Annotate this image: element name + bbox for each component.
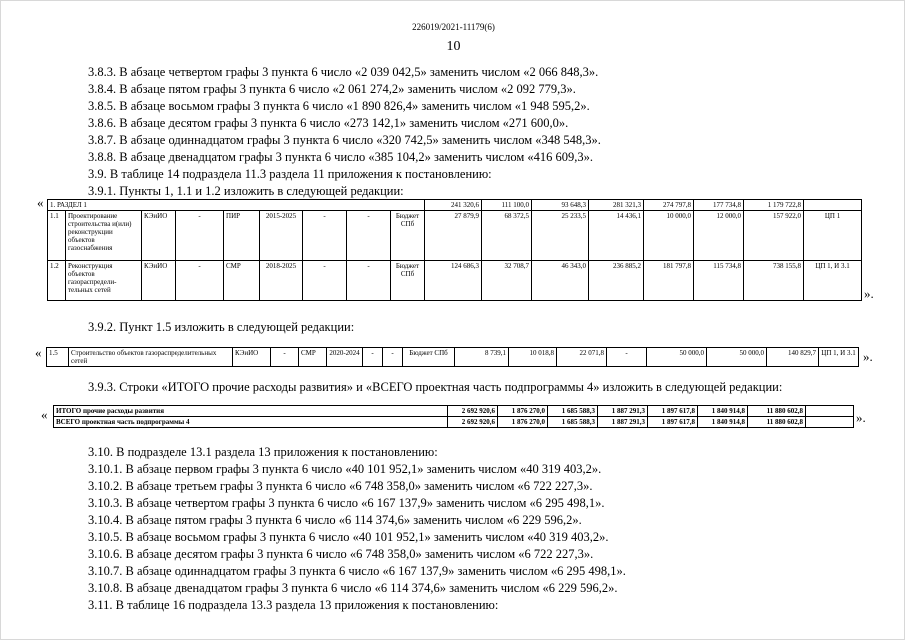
table-cell: 1 876 270,0 [498,406,548,417]
quote-close: ». [863,349,873,364]
table-cell: 140 829,7 [767,348,819,367]
table-cell: Бюджет СПб [391,261,425,301]
table-cell: 115 734,8 [694,261,744,301]
paragraph: 3.8.6. В абзаце десятом графы 3 пункта 6 число «273 142,1» заменить числом «271 600,0». [88,116,569,130]
quote-open: « [41,407,48,422]
paragraph: 3.10.2. В абзаце третьем графы 3 пункта 6 число «6 748 358,0» заменить числом «6 722 227,3». [88,479,593,493]
table-cell: 1 887 291,3 [598,417,648,428]
table-cell: - [363,348,383,367]
table-cell: 157 922,0 [744,211,804,261]
table-cell: 1 685 588,3 [548,406,598,417]
paragraph: 3.8.8. В абзаце двенадцатом графы 3 пункта 6 число «385 104,2» заменить числом «416 609,3». [88,150,593,164]
table-cell: 1 897 617,8 [648,417,698,428]
table-cell: - [607,348,647,367]
table-cell: - [347,261,391,301]
row-label: ВСЕГО проектная часть подпрограммы 4 [54,417,448,428]
table-cell: 27 879,9 [425,211,482,261]
table-cell: 1 179 722,8 [744,200,804,211]
table-cell: ПИР [224,211,260,261]
table-cell: Бюджет СПб [403,348,455,367]
table-cell: 2 692 920,6 [448,406,498,417]
table-cell: 2 692 920,6 [448,417,498,428]
paragraph: 3.8.4. В абзаце пятом графы 3 пункта 6 число «2 061 274,2» заменить числом «2 092 779,3». [88,82,576,96]
row-label: ИТОГО прочие расходы развития [54,406,448,417]
table-cell: 177 734,8 [694,200,744,211]
table-cell: 68 372,5 [482,211,532,261]
table-row [54,417,854,428]
table-cell: 738 155,8 [744,261,804,301]
table-cell: 1 840 914,8 [698,417,748,428]
table-cell: 2020-2024 [327,348,363,367]
table-cell: 22 071,8 [557,348,607,367]
table-cell: Бюджет СПб [391,211,425,261]
paragraph: 3.8.7. В абзаце одиннадцатом графы 3 пункта 6 число «320 742,5» заменить числом «348 548,3». [88,133,601,147]
paragraph: 3.9.2. Пункт 1.5 изложить в следующей редакции: [88,320,355,334]
table-cell: КЭиИО [233,348,271,367]
paragraph: 3.10.3. В абзаце четвертом графы 3 пункта 6 число «6 167 137,9» заменить числом «6 295 498,1». [88,496,605,510]
paragraph: 3.10.6. В абзаце десятом графы 3 пункта 6 число «6 748 358,0» заменить числом «6 722 227,3». [88,547,594,561]
table-cell: - [176,261,224,301]
paragraph: 3.8.5. В абзаце восьмом графы 3 пункта 6 число «1 890 826,4» заменить числом «1 948 595,2». [88,99,590,113]
table-cell: 2018-2025 [260,261,303,301]
table-cell: 111 100,0 [482,200,532,211]
row-number: 1.1 [48,211,66,261]
table-cell: 11 880 602,8 [748,417,806,428]
paragraph: 3.10.5. В абзаце восьмом графы 3 пункта 6 число «40 101 952,1» заменить числом «40 319 403,2». [88,530,609,544]
row-name: Проектирование строительства и(или) реконструкции объектов газоснабжения [66,211,142,261]
table-cell: 46 343,0 [532,261,589,301]
table-cell: 236 885,2 [589,261,644,301]
table-cell: 1 876 270,0 [498,417,548,428]
table-row [54,406,854,417]
quote-open: « [35,345,42,360]
row-name: Реконструкция объектов газораспредели-тельных сетей [66,261,142,301]
table-cell: 93 648,3 [532,200,589,211]
paragraph: 3.10.7. В абзаце одиннадцатом графы 3 пункта 6 число «6 167 137,9» заменить числом «6 295 498,1». [88,564,626,578]
table-cell: 2015-2025 [260,211,303,261]
paragraph: 3.10.4. В абзаце пятом графы 3 пункта 6 число «6 114 374,6» заменить числом «6 229 596,2». [88,513,582,527]
paragraph: 3.10.8. В абзаце двенадцатом графы 3 пункта 6 число «6 114 374,6» заменить числом «6 229 596,2». [88,581,618,595]
table-cell: - [347,211,391,261]
table-cell: 281 321,3 [589,200,644,211]
quote-open: « [37,195,44,210]
paragraph: 3.9.3. Строки «ИТОГО прочие расходы развития» и «ВСЕГО проектная часть подпрограммы 4» изложить в следующей редакции: [88,380,783,394]
table-row [48,211,862,261]
document-id: 226019/2021-11179(6) [412,22,495,32]
paragraph: 3.8.3. В абзаце четвертом графы 3 пункта 6 число «2 039 042,5» заменить числом «2 066 848,3». [88,65,599,79]
table-cell: 11 880 602,8 [748,406,806,417]
table-cell: 274 797,8 [644,200,694,211]
table-row [48,261,862,301]
quote-close: ». [856,410,866,425]
table-cell: КЭиИО [142,211,176,261]
table-cell: ЦП 1, И 3.1 [819,348,859,367]
paragraph: 3.9.1. Пункты 1, 1.1 и 1.2 изложить в следующей редакции: [88,184,404,198]
table-cell: КЭиИО [142,261,176,301]
table-cell: 1 887 291,3 [598,406,648,417]
paragraph: 3.11. В таблице 16 подраздела 13.3 раздела 13 приложения к постановлению: [88,598,499,612]
table-cell: 1 840 914,8 [698,406,748,417]
table-cell: 50 000,0 [707,348,767,367]
page-number: 10 [446,39,461,54]
row-name: Строительство объектов газораспределительных сетей [69,348,233,367]
table-cell: 50 000,0 [647,348,707,367]
table-cell: СМР [299,348,327,367]
quote-close: ». [864,286,874,301]
paragraph: 3.10.1. В абзаце первом графы 3 пункта 6 число «40 101 952,1» заменить числом «40 319 403,2». [88,462,602,476]
table-totals [53,405,854,428]
table-cell: 8 739,1 [455,348,509,367]
table-cell: 124 686,3 [425,261,482,301]
table-row [47,348,859,367]
table-cell: - [383,348,403,367]
table-section-1 [47,199,862,301]
paragraph: 3.9. В таблице 14 подраздела 11.3 раздела 11 приложения к постановлению: [88,167,492,181]
table-row [48,200,862,211]
table-cell: 1 685 588,3 [548,417,598,428]
table-cell: - [303,261,347,301]
table-cell: 10 000,0 [644,211,694,261]
table-cell: ЦП 1 [804,211,862,261]
table-cell: 10 018,8 [509,348,557,367]
row-number: 1.5 [47,348,69,367]
row-number: 1.2 [48,261,66,301]
table-cell: - [303,211,347,261]
table-cell: ЦП 1, И 3.1 [804,261,862,301]
table-cell: 181 797,8 [644,261,694,301]
table-cell: - [176,211,224,261]
table-cell: 14 436,1 [589,211,644,261]
section-title: 1. РАЗДЕЛ 1 [48,200,142,211]
table-cell: 25 233,5 [532,211,589,261]
table-cell: 32 708,7 [482,261,532,301]
table-cell: 1 897 617,8 [648,406,698,417]
paragraph: 3.10. В подразделе 13.1 раздела 13 приложения к постановлению: [88,445,438,459]
table-cell: СМР [224,261,260,301]
table-cell: - [271,348,299,367]
table-item-1-5 [46,347,859,367]
table-cell: 12 000,0 [694,211,744,261]
table-cell: 241 320,6 [425,200,482,211]
